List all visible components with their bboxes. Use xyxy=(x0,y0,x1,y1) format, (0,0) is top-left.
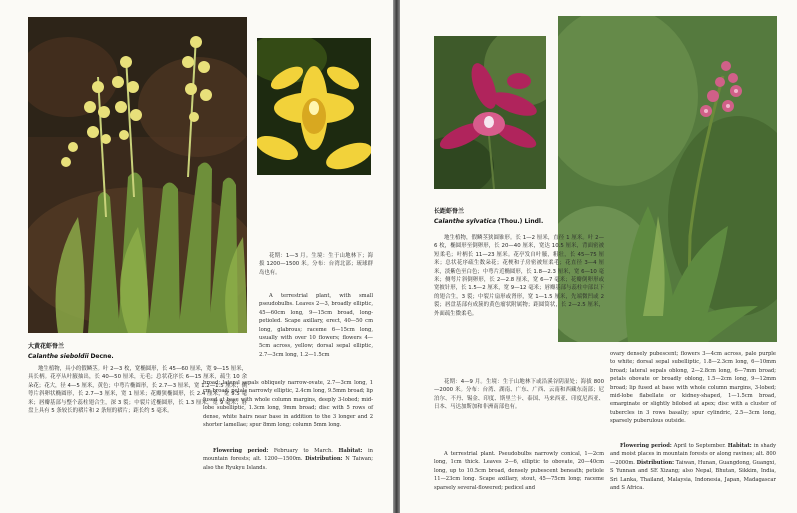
left-ecology-notes xyxy=(203,447,373,472)
flowering-label: Flowering period: xyxy=(213,448,269,454)
chinese-description: 地生植物，具小的假鳞茎。叶 2—3 枚，宽椭圆形，长 45—60 厘米，宽 9—15 厘米，具长柄。花亭从叶腋抽出，长 40—50 厘米，无毛；总状花序长 6—15 厘米，疏生 10 余朵花；花大，径 4—5 厘米，黄色；中萼片椭圆形，长 2.7—3 厘米，宽 1.2—1.5 厘米；侧萼片斜卵状椭圆形，长 2.7—3 厘米，宽 1 厘米；花瓣狭椭圆形，长 2.4 厘米，宽 9.5 毫米；唇瓣基部与整个蕊柱翅合生，深 3 裂；中裂片近椭圆形，长 1.3 厘米，宽 9 毫米；唇盘上具有 5 条较长的褶片和 2 条短的褶片；距长约 5 毫米。 xyxy=(28,366,247,415)
habitat-label: Habitat: xyxy=(727,443,752,449)
yellow-flower-closeup-photo xyxy=(257,38,371,175)
english-description-col1: A terrestrial plant. Pseudobulbs narrowly conical, 1—2cm long, 1cm thick. Leaves 2—6, elliptic to obovate, 20—40cm long, up to 10.5cm broad, densely pubescent beneath; petiole 11—23cm long. Scape axillary, stout, 45—75cm long; raceme sparsely several-flowered; pedicel and xyxy=(434,451,604,491)
species-zh-name: 长距虾脊兰 xyxy=(434,208,465,215)
purple-flower-closeup-photo xyxy=(434,36,546,189)
book-gutter xyxy=(393,0,400,513)
chinese-description: 地生植物，假鳞茎狭圆锥形。长 1—2 厘米，直径 1 厘米。叶 2—6 枚，椭圆形至倒卵形，长 20—40 厘米，宽达 10.5 厘米，背面密被短柔毛；叶柄长 11—23 厘米。花亭发自叶腋，粗壮，长 45—75 厘米；总状花序疏生数朵花；花梗和子房密被短柔毛；花直径 3—4 厘米，淡紫色至白色；中萼片近椭圆形，长 1.8—2.3 厘米，宽 6—10 毫米；侧萼片斜倒卵形，长 2—2.8 厘米，宽 6—7 毫米；花瓣倒卵形或宽披针形，长 1.5—2 厘米，宽 9—12 毫米；唇瓣基部与蕊柱中部以下的翅合生，3 裂；中裂片扇形或肾形，宽 1—1.5 厘米，先端微凹或 2 裂；唇盘基部有成簇的黄色瘤状附属物；距圆筒状，长 2—2.5 厘米，外面疏生微柔毛。 xyxy=(434,235,604,317)
flowering-value: April to September. xyxy=(673,443,726,449)
right-page xyxy=(400,0,797,513)
habitat-value: in shady and moist places in mountain forests or along ravines; alt. 800—2000m. xyxy=(610,443,777,466)
chinese-phenology: 花期：1—3 月。生境：生于山地林下；海拔 1200—1500 米。分布：台湾北部；琉球群岛也有。 xyxy=(259,253,373,276)
species-author: (Thou.) Lindl. xyxy=(497,218,544,226)
species-author: Decne. xyxy=(90,353,114,361)
species-sci-name: Calanthe sieboldii xyxy=(28,353,89,361)
chinese-phenology: 花期：4—9 月。生境：生于山地林下或沿溪谷阴湿处；海拔 800—2000 米。分布：台湾、湖南、广东、广西、云南和西藏东南部；尼泊尔、不丹、锡金、印度、斯里兰卡、泰国、马来西亚、印度尼西亚、日本、马达加斯加和非洲南部也有。 xyxy=(434,379,604,411)
species-name-block xyxy=(434,208,546,227)
species-name-block xyxy=(28,343,247,362)
english-description-col: A terrestrial plant, with small pseudobulbs. Leaves 2—3, broadly elliptic, 45—60cm long, 9—15cm broad, long-petioled. Scape axillary, erect, 40—50 cm long, glabrous; raceme 6—15cm long, usually with over 10 flowers; flowers 4—5cm across, yellow; dorsal sepal elliptic, 2.7—3cm long, 1.2—1.5cm xyxy=(259,293,373,358)
english-description-wide: broad; lateral sepals obliquely narrow-ovate, 2.7—3cm long, 1 cm broad; petals narrowly elliptic, 2.4cm long, 9.5mm broad; lip fused at base with whole column margins, deeply 3-lobed; mid-lobe subelliptic, 1.3cm long, 9mm broad; disc with 5 rows of dense, white hairs near base in addition to the 3 longer and 2 shorter lamellae; spur 8mm long; column 5mm long. xyxy=(203,380,373,429)
species-sci-name: Calanthe sylvatica xyxy=(434,218,497,226)
flowering-value: February to March. xyxy=(273,448,333,454)
left-page xyxy=(0,0,393,513)
english-description-col2: ovary densely pubescent; flowers 3—4cm across, pale purple to white; dorsal sepal subelliptic, 1.8—2.3cm long, 6—10mm broad; lateral sepals oblong, 2—2.8cm long, 6—7mm broad; petals obovate or broadly oblong, 1.5—2cm long, 9—12mm broad; lip fused at base with whole column margins, 3-lobed; mid-lobe flabellate or kidney-shaped, 1—1.5cm broad, emarginate or slightly bilobed at apex; disc with a cluster of tubercles in 3 rows basally; spur cylindric, 2.5—3cm long, sparsely puberulous outside. xyxy=(610,351,776,425)
yellow-orchid-habitat-photo xyxy=(28,17,247,333)
distribution-label: Distribution: xyxy=(305,456,343,463)
distribution-value: N Taiwan; also the Ryukyu Islands. xyxy=(203,456,373,471)
distribution-label: Distribution: xyxy=(636,459,675,466)
habitat-label: Habitat: xyxy=(338,448,363,454)
right-ecology-notes xyxy=(610,442,776,492)
distribution-value: Taiwan, Hunan, Guangdong, Guangxi, S Yunnan and SE Xizang; also Nepal, Bhutan, Sikkim, India, Sri Lanka, Thailand, Malaysia, Indonesia, Japan, Madagascar and S Africa. xyxy=(610,459,776,492)
species-zh-name: 大黄花虾脊兰 xyxy=(28,343,65,350)
habitat-value: in mountain forests; alt. 1200—1500m. xyxy=(203,448,373,463)
flowering-label: Flowering period: xyxy=(620,443,672,449)
